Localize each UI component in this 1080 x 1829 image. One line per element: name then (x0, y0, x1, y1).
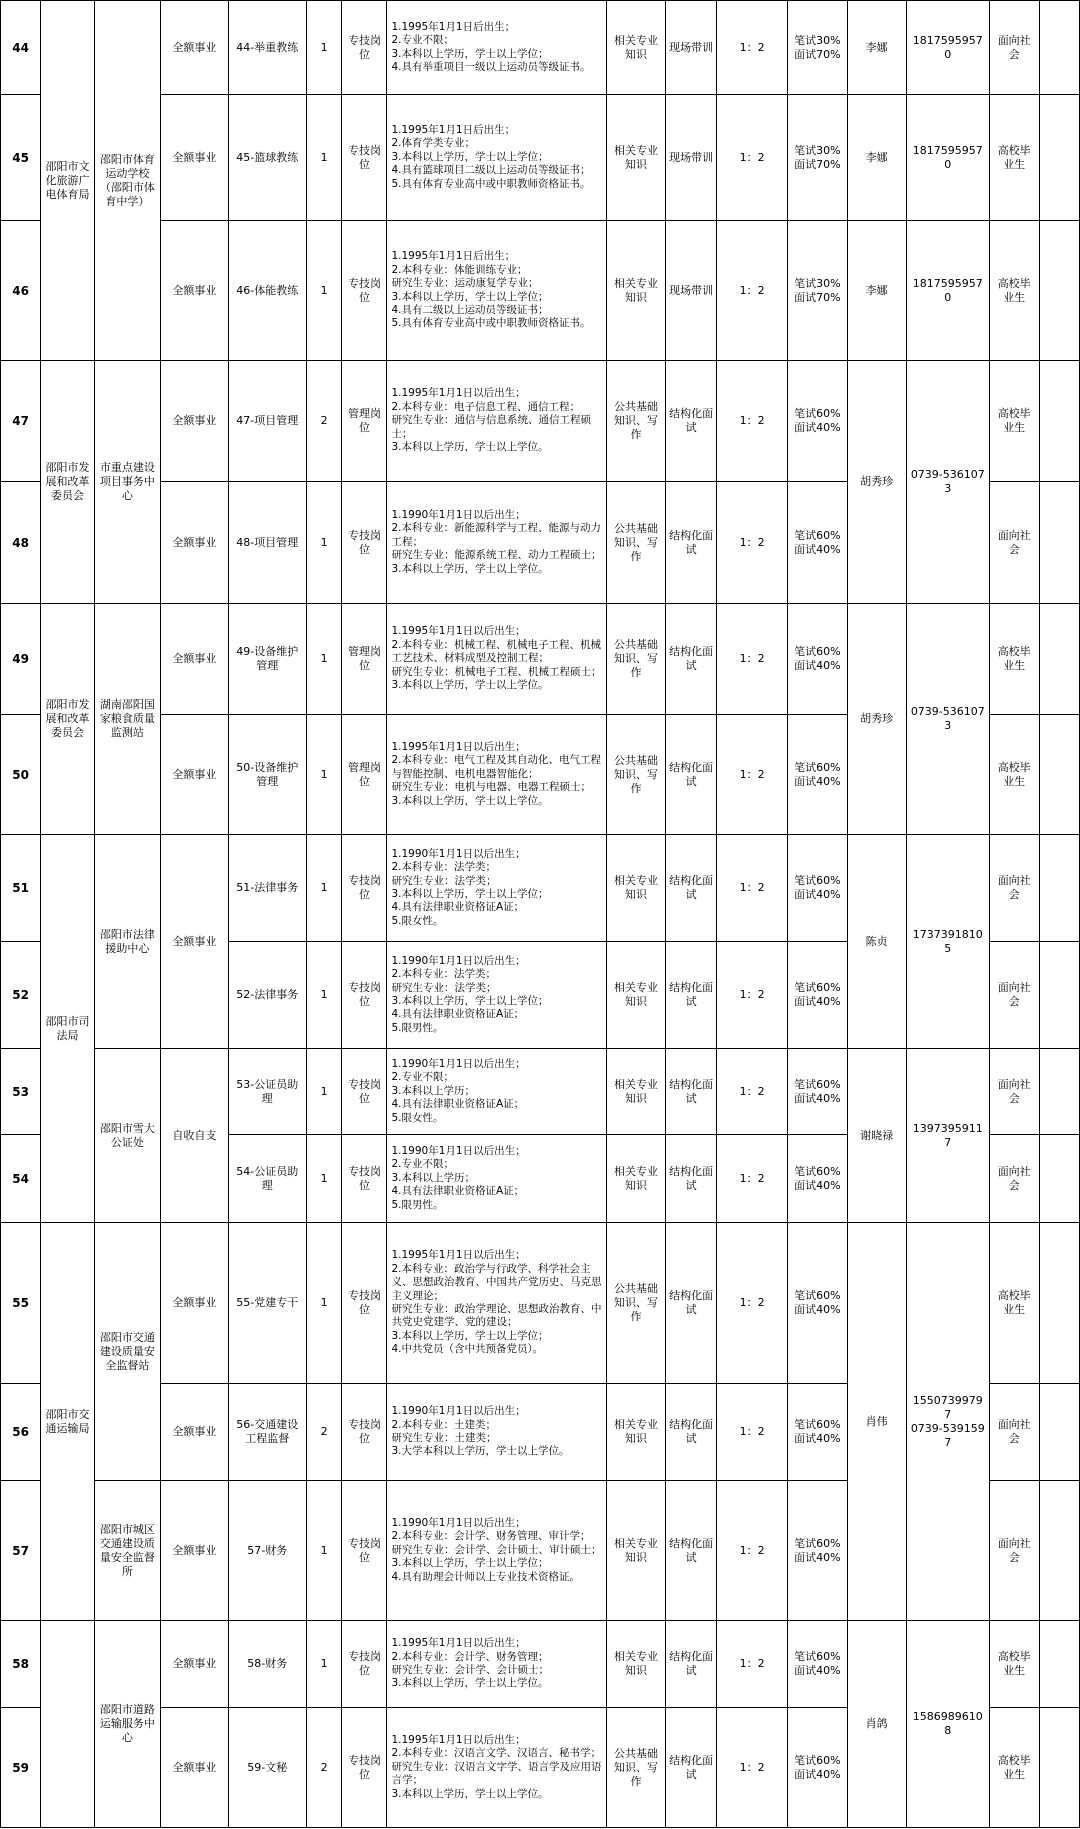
scope-cell: 高校毕业生 (989, 1708, 1039, 1828)
written-exam-cell: 相关专业知识 (606, 221, 665, 361)
headcount-cell: 2 (306, 361, 342, 482)
post-type-cell: 专技岗位 (342, 1384, 387, 1481)
ratio-cell: 1：2 (717, 1708, 788, 1828)
requirements-cell: 1.1995年1月1日后出生； 2.本科专业：体能训练专业； 研究生专业：运动康复学专业； 3.本科以上学历，学士以上学位； 4.具有二级以上运动员等级证书； 5.具有体育专业高中或中职教师资格证书。 (387, 221, 606, 361)
row-number: 49 (1, 604, 41, 715)
scope-cell: 面向社会 (989, 1384, 1039, 1481)
weights-cell: 笔试30%面试70% (788, 221, 847, 361)
funding-cell: 全额事业 (161, 361, 229, 482)
position-name-cell: 48-项目管理 (228, 482, 306, 604)
headcount-cell: 2 (306, 1708, 342, 1828)
phone-cell: 15507399797 0739-5391597 (906, 1223, 989, 1621)
written-exam-cell: 相关专业知识 (606, 835, 665, 942)
requirements-cell: 1.1990年1月1日以后出生； 2.本科专业：新能源科学与工程、能源与动力工程； 研究生专业：能源系统工程、动力工程硕士； 3.本科以上学历，学士以上学位。 (387, 482, 606, 604)
contact-cell: 李娜 (847, 1, 906, 95)
headcount-cell: 1 (306, 942, 342, 1049)
scope-cell: 高校毕业生 (989, 361, 1039, 482)
row-number: 56 (1, 1384, 41, 1481)
table-row (1, 835, 1080, 942)
interview-cell: 结构化面试 (666, 1049, 717, 1135)
row-number: 45 (1, 95, 41, 221)
remark-cell (1039, 361, 1079, 482)
requirements-cell: 1.1995年1月1日以后出生； 2.本科专业：电子信息工程、通信工程； 研究生专业：通信与信息系统、通信工程硕士； 3.本科以上学历，学士以上学位。 (387, 361, 606, 482)
contact-cell: 肖伟 (847, 1223, 906, 1621)
requirements-cell: 1.1990年1月1日以后出生； 2.专业不限； 3.本科以上学历； 4.具有法律职业资格证A证； 5.限男性。 (387, 1135, 606, 1223)
phone-cell: 17373918105 (906, 835, 989, 1049)
remark-cell (1039, 95, 1079, 221)
remark-cell (1039, 221, 1079, 361)
funding-cell: 全额事业 (161, 1708, 229, 1828)
post-type-cell: 专技岗位 (342, 942, 387, 1049)
requirements-cell: 1.1990年1月1日以后出生； 2.本科专业：土建类； 研究生专业：土建类； 3.大学本科以上学历，学士以上学位。 (387, 1384, 606, 1481)
post-type-cell: 专技岗位 (342, 1223, 387, 1384)
remark-cell (1039, 715, 1079, 835)
post-type-cell: 管理岗位 (342, 361, 387, 482)
scope-cell: 面向社会 (989, 482, 1039, 604)
phone-cell: 0739-5361073 (906, 361, 989, 604)
scope-cell: 高校毕业生 (989, 1223, 1039, 1384)
phone-cell: 18175959570 (906, 95, 989, 221)
headcount-cell: 1 (306, 1049, 342, 1135)
phone-cell: 18175959570 (906, 1, 989, 95)
written-exam-cell: 公共基础知识、写作 (606, 361, 665, 482)
interview-cell: 结构化面试 (666, 482, 717, 604)
interview-cell: 现场带训 (666, 221, 717, 361)
funding-cell: 全额事业 (161, 1384, 229, 1481)
written-exam-cell: 相关专业知识 (606, 1481, 665, 1621)
table-row (1, 604, 1080, 715)
headcount-cell: 1 (306, 1135, 342, 1223)
position-name-cell: 53-公证员助理 (228, 1049, 306, 1135)
table-row (1, 1049, 1080, 1135)
weights-cell: 笔试60%面试40% (788, 604, 847, 715)
contact-cell: 胡秀珍 (847, 361, 906, 604)
headcount-cell: 1 (306, 95, 342, 221)
written-exam-cell: 公共基础知识、写作 (606, 715, 665, 835)
row-number: 58 (1, 1621, 41, 1708)
weights-cell: 笔试30%面试70% (788, 1, 847, 95)
position-name-cell: 59-文秘 (228, 1708, 306, 1828)
contact-cell: 李娜 (847, 95, 906, 221)
position-name-cell: 49-设备维护管理 (228, 604, 306, 715)
ratio-cell: 1：2 (717, 482, 788, 604)
position-name-cell: 44-举重教练 (228, 1, 306, 95)
post-type-cell: 专技岗位 (342, 1, 387, 95)
scope-cell: 面向社会 (989, 1, 1039, 95)
scope-cell: 面向社会 (989, 1481, 1039, 1621)
weights-cell: 笔试30%面试70% (788, 95, 847, 221)
unit-cell: 邵阳市法律援助中心 (94, 835, 160, 1049)
written-exam-cell: 相关专业知识 (606, 1, 665, 95)
department-cell: 邵阳市发展和改革委员会 (41, 604, 94, 835)
headcount-cell: 1 (306, 482, 342, 604)
written-exam-cell: 公共基础知识、写作 (606, 604, 665, 715)
row-number: 44 (1, 1, 41, 95)
department-cell: 邵阳市文化旅游广电体育局 (41, 1, 94, 361)
interview-cell: 结构化面试 (666, 1708, 717, 1828)
scope-cell: 高校毕业生 (989, 1621, 1039, 1708)
written-exam-cell: 相关专业知识 (606, 942, 665, 1049)
interview-cell: 结构化面试 (666, 835, 717, 942)
requirements-cell: 1.1995年1月1日以后出生； 2.本科专业：电气工程及其自动化、电气工程与智能控制、电机电器智能化； 研究生专业：电机与电器、电器工程硕士； 3.本科以上学历，学士以上学位。 (387, 715, 606, 835)
contact-cell: 胡秀珍 (847, 604, 906, 835)
requirements-cell: 1.1995年1月1日以后出生； 2.本科专业：汉语言文学、汉语言、秘书学； 研究生专业：汉语言文字学、语言学及应用语言学； 3.本科以上学历，学士以上学位。 (387, 1708, 606, 1828)
interview-cell: 结构化面试 (666, 942, 717, 1049)
interview-cell: 现场带训 (666, 1, 717, 95)
interview-cell: 结构化面试 (666, 361, 717, 482)
requirements-cell: 1.1990年1月1日以后出生； 2.本科专业：会计学、财务管理、审计学； 研究生专业：会计学、会计硕士、审计硕士； 3.本科以上学历，学士以上学位； 4.具有助理会计师以上专业技术资格证。 (387, 1481, 606, 1621)
scope-cell: 面向社会 (989, 942, 1039, 1049)
weights-cell: 笔试60%面试40% (788, 1708, 847, 1828)
headcount-cell: 1 (306, 1621, 342, 1708)
position-name-cell: 55-党建专干 (228, 1223, 306, 1384)
position-name-cell: 54-公证员助理 (228, 1135, 306, 1223)
weights-cell: 笔试60%面试40% (788, 1621, 847, 1708)
position-name-cell: 57-财务 (228, 1481, 306, 1621)
row-number: 54 (1, 1135, 41, 1223)
row-number: 55 (1, 1223, 41, 1384)
headcount-cell: 1 (306, 1223, 342, 1384)
interview-cell: 结构化面试 (666, 1384, 717, 1481)
remark-cell (1039, 604, 1079, 715)
remark-cell (1039, 942, 1079, 1049)
weights-cell: 笔试60%面试40% (788, 1223, 847, 1384)
ratio-cell: 1：2 (717, 1049, 788, 1135)
requirements-cell: 1.1990年1月1日以后出生； 2.本科专业：法学类； 研究生专业：法学类； 3.本科以上学历，学士以上学位； 4.具有法律职业资格证A证； 5.限女性。 (387, 835, 606, 942)
position-name-cell: 52-法律事务 (228, 942, 306, 1049)
position-name-cell: 50-设备维护管理 (228, 715, 306, 835)
headcount-cell: 1 (306, 1, 342, 95)
department-cell: 邵阳市司法局 (41, 835, 94, 1223)
remark-cell (1039, 1481, 1079, 1621)
unit-cell: 邵阳市体育运动学校（邵阳市体育中学） (94, 1, 160, 361)
weights-cell: 笔试60%面试40% (788, 361, 847, 482)
funding-cell: 自收自支 (161, 1049, 229, 1223)
phone-cell: 15869896108 (906, 1621, 989, 1828)
ratio-cell: 1：2 (717, 715, 788, 835)
written-exam-cell: 公共基础知识、写作 (606, 1223, 665, 1384)
written-exam-cell: 相关专业知识 (606, 1384, 665, 1481)
interview-cell: 现场带训 (666, 95, 717, 221)
remark-cell (1039, 835, 1079, 942)
weights-cell: 笔试60%面试40% (788, 1049, 847, 1135)
phone-cell: 0739-5361073 (906, 604, 989, 835)
headcount-cell: 1 (306, 221, 342, 361)
headcount-cell: 1 (306, 835, 342, 942)
unit-cell: 邵阳市道路运输服务中心 (94, 1621, 160, 1828)
funding-cell: 全额事业 (161, 221, 229, 361)
contact-cell: 李娜 (847, 221, 906, 361)
table-row (1, 1, 1080, 95)
weights-cell: 笔试60%面试40% (788, 715, 847, 835)
post-type-cell: 专技岗位 (342, 95, 387, 221)
ratio-cell: 1：2 (717, 361, 788, 482)
funding-cell: 全额事业 (161, 1621, 229, 1708)
unit-cell: 邵阳市交通建设质量安全监督站 (94, 1223, 160, 1481)
scope-cell: 高校毕业生 (989, 95, 1039, 221)
table-row (1, 1621, 1080, 1708)
row-number: 57 (1, 1481, 41, 1621)
scope-cell: 面向社会 (989, 1049, 1039, 1135)
post-type-cell: 管理岗位 (342, 604, 387, 715)
post-type-cell: 专技岗位 (342, 1481, 387, 1621)
remark-cell (1039, 1384, 1079, 1481)
funding-cell: 全额事业 (161, 1223, 229, 1384)
unit-cell: 湖南邵阳国家粮食质量监测站 (94, 604, 160, 835)
phone-cell: 13973959117 (906, 1049, 989, 1223)
table-row (1, 1223, 1080, 1384)
row-number: 50 (1, 715, 41, 835)
headcount-cell: 1 (306, 604, 342, 715)
weights-cell: 笔试60%面试40% (788, 835, 847, 942)
position-name-cell: 47-项目管理 (228, 361, 306, 482)
row-number: 46 (1, 221, 41, 361)
ratio-cell: 1：2 (717, 1, 788, 95)
scope-cell: 高校毕业生 (989, 715, 1039, 835)
interview-cell: 结构化面试 (666, 715, 717, 835)
table-row (1, 221, 1080, 361)
requirements-cell: 1.1990年1月1日以后出生； 2.本科专业：法学类； 研究生专业：法学类； 3.本科以上学历，学士以上学位； 4.具有法律职业资格证A证； 5.限男性。 (387, 942, 606, 1049)
position-name-cell: 58-财务 (228, 1621, 306, 1708)
weights-cell: 笔试60%面试40% (788, 1481, 847, 1621)
row-number: 51 (1, 835, 41, 942)
post-type-cell: 专技岗位 (342, 482, 387, 604)
scope-cell: 高校毕业生 (989, 604, 1039, 715)
remark-cell (1039, 1049, 1079, 1135)
ratio-cell: 1：2 (717, 835, 788, 942)
funding-cell: 全额事业 (161, 95, 229, 221)
written-exam-cell: 相关专业知识 (606, 1135, 665, 1223)
table-row (1, 361, 1080, 482)
post-type-cell: 专技岗位 (342, 1135, 387, 1223)
funding-cell: 全额事业 (161, 1, 229, 95)
remark-cell (1039, 1223, 1079, 1384)
department-cell: 邵阳市交通运输局 (41, 1223, 94, 1621)
post-type-cell: 管理岗位 (342, 715, 387, 835)
written-exam-cell: 公共基础知识、写作 (606, 482, 665, 604)
scope-cell: 高校毕业生 (989, 221, 1039, 361)
written-exam-cell: 公共基础知识、写作 (606, 1708, 665, 1828)
funding-cell: 全额事业 (161, 482, 229, 604)
position-name-cell: 51-法律事务 (228, 835, 306, 942)
row-number: 48 (1, 482, 41, 604)
scope-cell: 面向社会 (989, 1135, 1039, 1223)
weights-cell: 笔试60%面试40% (788, 482, 847, 604)
ratio-cell: 1：2 (717, 1223, 788, 1384)
interview-cell: 结构化面试 (666, 1223, 717, 1384)
funding-cell: 全额事业 (161, 715, 229, 835)
headcount-cell: 2 (306, 1384, 342, 1481)
remark-cell (1039, 1135, 1079, 1223)
requirements-cell: 1.1995年1月1日后出生； 2.体育学类专业； 3.本科以上学历，学士以上学位； 4.具有篮球项目二级以上运动员等级证书； 5.具有体育专业高中或中职教师资格证书。 (387, 95, 606, 221)
post-type-cell: 专技岗位 (342, 835, 387, 942)
interview-cell: 结构化面试 (666, 1481, 717, 1621)
post-type-cell: 专技岗位 (342, 1049, 387, 1135)
funding-cell: 全额事业 (161, 604, 229, 715)
interview-cell: 结构化面试 (666, 1135, 717, 1223)
requirements-cell: 1.1995年1月1日后出生； 2.专业不限； 3.本科以上学历，学士以上学位； 4.具有举重项目一级以上运动员等级证书。 (387, 1, 606, 95)
row-number: 59 (1, 1708, 41, 1828)
remark-cell (1039, 482, 1079, 604)
interview-cell: 结构化面试 (666, 604, 717, 715)
post-type-cell: 专技岗位 (342, 1621, 387, 1708)
weights-cell: 笔试60%面试40% (788, 1135, 847, 1223)
position-name-cell: 46-体能教练 (228, 221, 306, 361)
funding-cell: 全额事业 (161, 835, 229, 1049)
ratio-cell: 1：2 (717, 221, 788, 361)
requirements-cell: 1.1995年1月1日以后出生； 2.本科专业：政治学与行政学、科学社会主义、思想政治教育、中国共产党历史、马克思主义理论； 研究生专业：政治学理论、思想政治教育、中共党史党建学、党的建设； 3.本科以上学历，学士以上学位； 4.中共党员（含中共预备党员）。 (387, 1223, 606, 1384)
ratio-cell: 1：2 (717, 604, 788, 715)
unit-cell: 邵阳市城区交通建设质量安全监督所 (94, 1481, 160, 1621)
phone-cell: 18175959570 (906, 221, 989, 361)
contact-cell: 肖鸽 (847, 1621, 906, 1828)
unit-cell: 市重点建设项目事务中心 (94, 361, 160, 604)
requirements-cell: 1.1995年1月1日以后出生； 2.本科专业：机械工程、机械电子工程、机械工艺技术、材料成型及控制工程； 研究生专业：机械电子工程、机械工程硕士； 3.本科以上学历，学士以上学位。 (387, 604, 606, 715)
row-number: 52 (1, 942, 41, 1049)
contact-cell: 谢晓禄 (847, 1049, 906, 1223)
weights-cell: 笔试60%面试40% (788, 1384, 847, 1481)
ratio-cell: 1：2 (717, 95, 788, 221)
requirements-cell: 1.1995年1月1日以后出生； 2.本科专业：会计学、财务管理； 研究生专业：会计学、会计硕士； 3.本科以上学历，学士以上学位。 (387, 1621, 606, 1708)
funding-cell: 全额事业 (161, 1481, 229, 1621)
weights-cell: 笔试60%面试40% (788, 942, 847, 1049)
post-type-cell: 专技岗位 (342, 1708, 387, 1828)
requirements-cell: 1.1990年1月1日以后出生； 2.专业不限； 3.本科以上学历； 4.具有法律职业资格证A证； 5.限女性。 (387, 1049, 606, 1135)
written-exam-cell: 相关专业知识 (606, 1049, 665, 1135)
written-exam-cell: 相关专业知识 (606, 1621, 665, 1708)
unit-cell: 邵阳市雪大公证处 (94, 1049, 160, 1223)
department-cell (41, 1621, 94, 1828)
row-number: 53 (1, 1049, 41, 1135)
row-number: 47 (1, 361, 41, 482)
written-exam-cell: 相关专业知识 (606, 95, 665, 221)
ratio-cell: 1：2 (717, 1621, 788, 1708)
position-name-cell: 45-篮球教练 (228, 95, 306, 221)
headcount-cell: 1 (306, 1481, 342, 1621)
ratio-cell: 1：2 (717, 1384, 788, 1481)
remark-cell (1039, 1, 1079, 95)
remark-cell (1039, 1708, 1079, 1828)
position-name-cell: 56-交通建设工程监督 (228, 1384, 306, 1481)
contact-cell: 陈贞 (847, 835, 906, 1049)
ratio-cell: 1：2 (717, 942, 788, 1049)
scope-cell: 面向社会 (989, 835, 1039, 942)
interview-cell: 结构化面试 (666, 1621, 717, 1708)
ratio-cell: 1：2 (717, 1481, 788, 1621)
table-row (1, 95, 1080, 221)
department-cell: 邵阳市发展和改革委员会 (41, 361, 94, 604)
headcount-cell: 1 (306, 715, 342, 835)
remark-cell (1039, 1621, 1079, 1708)
post-type-cell: 专技岗位 (342, 221, 387, 361)
ratio-cell: 1：2 (717, 1135, 788, 1223)
